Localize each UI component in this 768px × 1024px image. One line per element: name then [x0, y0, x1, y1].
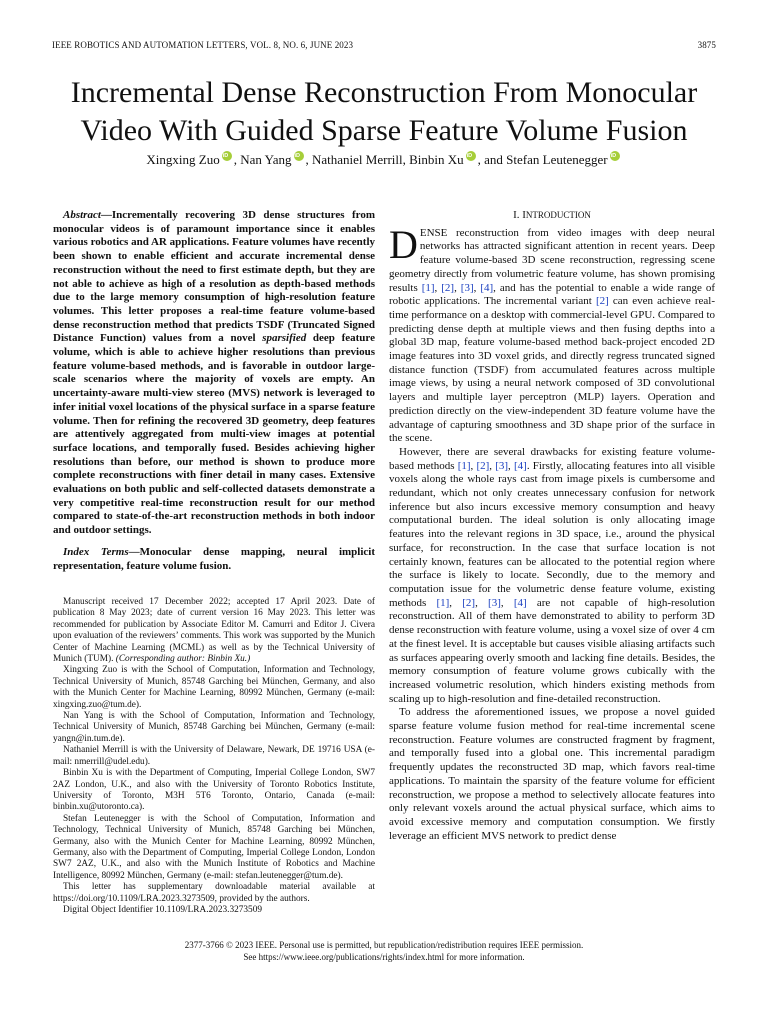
intro-paragraph: DENSE reconstruction from video images with deep neural networks has attracted significant attention in recent years. Deep feature volume-based 3D scene reconstruction, regressing scene geometry directly from volumetric feature volume, has shown promising results [1], [2], [3], [4], and has the potential to enable a wide range of robotic applications. The incremental variant [2] can even achieve real-time performance on a desktop with commercial-level GPU. Compared to predicting dense depth at multiple views and then fusing depths into a global 3D map, feature volume-based method back-project encoded 2D image features into 3D voxel grids, and directly regress truncated signed distance function (TSDF) from accumulated features across multiple image views, by using a neural network composed of 3D convolutional layers and multiple layer perceptron (MLP) layers. Operation and prediction directly on the view-independent 3D feature volume have the advantage of capturing smoothness and 3D shape prior of the surface in the scene. — [389, 221, 716, 445]
author-yang: , Nan Yang — [233, 152, 292, 167]
author-list — [20, 151, 748, 168]
corresponding-author: (Corresponding author: Binbin Xu.) — [115, 654, 251, 665]
affiliation-yang: Nan Yang is with the School of Computation, Information and Technology, Technical University of Munich, 85748 Garching bei München, Germany (e-mail: yangn@in.tum.de). — [53, 711, 375, 744]
citation-link[interactable]: [3] — [488, 596, 501, 609]
index-terms-text: —Monocular dense mapping, neural implicit representation, feature volume fusion. — [53, 545, 375, 572]
page-number: 3875 — [697, 40, 716, 50]
supplementary-note: This letter has supplementary downloadable material available at https://doi.org/10.1109/LRA.2023.3273509, provided by the authors. — [53, 882, 375, 904]
citation-link[interactable]: [2] — [441, 281, 455, 294]
affiliation-merrill: Nathaniel Merrill is with the University of Delaware, Newark, DE 19716 USA (e-mail: nmerrill@udel.edu). — [53, 745, 375, 767]
left-column — [53, 209, 375, 573]
intro-paragraph: To address the aforementioned issues, we propose a novel guided sparse feature volume fusion method for real-time incremental scene reconstruction. Feature volumes are constructed fragment by fragment, and temporally fused into a global one. This incremental paradigm frequently updates the reconstructed 3D map, which favors real-time applications. To maintain the sparsity of the feature volume for efficient reconstruction, we propose a method to selectively allocate features into only relevant voxels around the actual physical surface, which aims to avoid excessive memory and computation consumption. We firstly leverage an efficient MVS network to predict dense — [389, 706, 715, 842]
abstract — [53, 209, 375, 538]
paper-title — [30, 74, 738, 150]
section-heading: I. INTRODUCTION — [513, 209, 591, 221]
abstract-emphasis: sparsified — [262, 332, 307, 345]
title-line-1: Incremental Dense Reconstruction From Monocular — [70, 76, 698, 109]
author-merrill-xu: , Nathaniel Merrill, Binbin Xu — [305, 152, 464, 167]
copyright-line: 2377-3766 © 2023 IEEE. Personal use is permitted, but republication/redistribution requires IEEE permission. — [184, 940, 584, 950]
abstract-text-cont: deep feature volume, which is able to achieve higher resolutions than previous feature volume-based methods, and is favorable in outdoor large-scale scenarios where the majority of voxels are empty. An uncertainty-aware multi-view stereo (MVS) network is leveraged to infer initial voxel locations of the physical surface in a sparse feature volume. Then for refining the recovered 3D geometry, deep features are attentively aggregated from multi-view images at potential surface locations, and temporally fused. Besides achieving higher resolutions than before, our method is shown to produce more complete reconstructions with finer detail in many cases. Extensive evaluations on both public and self-collected datasets demonstrate a very competitive real-time reconstruction result for our method compared to state-of-the-art reconstruction methods in both indoor and outdoor settings. — [53, 332, 375, 537]
running-header — [52, 40, 716, 50]
footnotes — [53, 597, 375, 916]
citation-link[interactable]: [4] — [513, 596, 527, 609]
orcid-icon[interactable] — [466, 151, 476, 161]
affiliation-leutenegger: Stefan Leutenegger is with the School of Computation, Information and Technology, Technical University of Munich, 85748 Garching bei München, Germany, also with the Munich Center for Machine Learning, 80992 München, Germany, also with the Department of Computing, Imperial College London, London SW7 2AZ, U.K., and also with the Munich Institute of Robotics and Machine Intelligence, 80992 München, Germany (e-mail: stefan.leutenegger@tum.de). — [53, 813, 375, 881]
author-zuo: Xingxing Zuo — [146, 152, 220, 167]
citation-link[interactable]: [1] — [421, 281, 435, 294]
affiliation-zuo: Xingxing Zuo is with the School of Computation, Information and Technology, Technical University of Munich, 85748 Garching bei München, Germany, and also with the Munich Center for Machine Learning, 80992 München, Germany (e-mail: xingxing.zuo@tum.de). — [53, 665, 375, 710]
right-column — [389, 209, 715, 843]
citation-link[interactable]: [1] — [457, 459, 471, 472]
citation-link[interactable]: [2] — [476, 459, 490, 472]
copyright-footer — [40, 939, 728, 963]
abstract-text: —Incrementally recovering 3D dense structures from monocular videos is of paramount importance since it enables various robotics and AR applications. Feature volumes have recently been shown to enable efficient and accurate incremental dense reconstruction without the need to first estimate depth, but they are not able to achieve as high of a resolution as depth-based methods due to the large memory consumption of high-resolution feature volumes. This letter proposes a real-time feature volume-based dense reconstruction method that predicts TSDF (Truncated Signed Distance Function) values from a novel — [53, 209, 375, 345]
citation-link[interactable]: [3] — [495, 459, 509, 472]
doi-note: Digital Object Identifier 10.1109/LRA.2023.3273509 — [63, 904, 262, 915]
orcid-icon[interactable] — [610, 151, 620, 161]
citation-link[interactable]: [4] — [480, 281, 494, 294]
citation-link[interactable]: [3] — [460, 281, 474, 294]
drop-cap: D — [389, 221, 418, 267]
citation-link[interactable]: [2] — [462, 596, 476, 609]
intro-paragraph: However, there are several drawbacks for existing feature volume-based methods [1], [2], [3], [4]. Firstly, allocating features into all visible voxels along the whole rays cast from image pixels is cumbersome and redundant, which not only creates unnecessary confusion for network inference but also incurs excessive memory consumption and heavy computational burden. The ideal solution is only allocating image features into the relevant regions in 3D space, i.e., around the physical surface, for reconstruction. In the case that surface location is not certainly known, features can be allocated to the potential region where the surface is likely to locate. Secondly, due to the memory and computation issue for the volumetric dense feature volume, existing methods [1], [2], [3], [4] are not capable of high-resolution reconstruction. All of them have demonstrated to ability to perform 3D dense reconstruction with feature volume, using a voxel size of over 4 cm at the finest level. It is acceptable but causes visible aliasing artifacts such as surfaces appearing overly smooth and lacking fine details. Besides, the memory consumption of feature volume grows cubically with the increased volumetric resolution, which hinders existing methods from scaling up to high-resolution and fine-detailed reconstruction. — [389, 445, 716, 705]
orcid-icon[interactable] — [222, 151, 232, 161]
index-terms — [53, 546, 375, 573]
title-line-2: Video With Guided Sparse Feature Volume Fusion — [80, 114, 688, 147]
affiliation-xu: Binbin Xu is with the Department of Computing, Imperial College London, SW7 2AZ London, U.K., and also with the University of Toronto Robotics Institute, University of Toronto, M3H 5T6 Toronto, Ontario, Canada (e-mail: binbin.xu@utoronto.ca). — [53, 768, 375, 813]
index-terms-label: Index Terms — [63, 545, 129, 558]
journal-name: IEEE ROBOTICS AND AUTOMATION LETTERS, VOL. 8, NO. 6, JUNE 2023 — [52, 40, 354, 50]
manuscript-note: Manuscript received 17 December 2022; accepted 17 April 2023. Date of publication 8 May 2023; date of current version 16 May 2023. This letter was recommended for publication by Associate Editor M. Camurri and Editor J. Civera upon evaluation of the reviewers’ comments. This work was supported by the Munich Center of Machine Learning (MCML) as well as by the Technical University of Munich (TUM). — [53, 597, 375, 665]
orcid-icon[interactable] — [294, 151, 304, 161]
abstract-label: Abstract — [63, 209, 101, 221]
introduction-body — [389, 221, 716, 844]
author-leutenegger: , and Stefan Leutenegger — [477, 152, 608, 167]
citation-link[interactable]: [1] — [436, 596, 450, 609]
citation-link[interactable]: [2] — [595, 295, 609, 308]
citation-link[interactable]: [4] — [513, 459, 527, 472]
rights-line: See https://www.ieee.org/publications/rights/index.html for more information. — [243, 952, 525, 962]
